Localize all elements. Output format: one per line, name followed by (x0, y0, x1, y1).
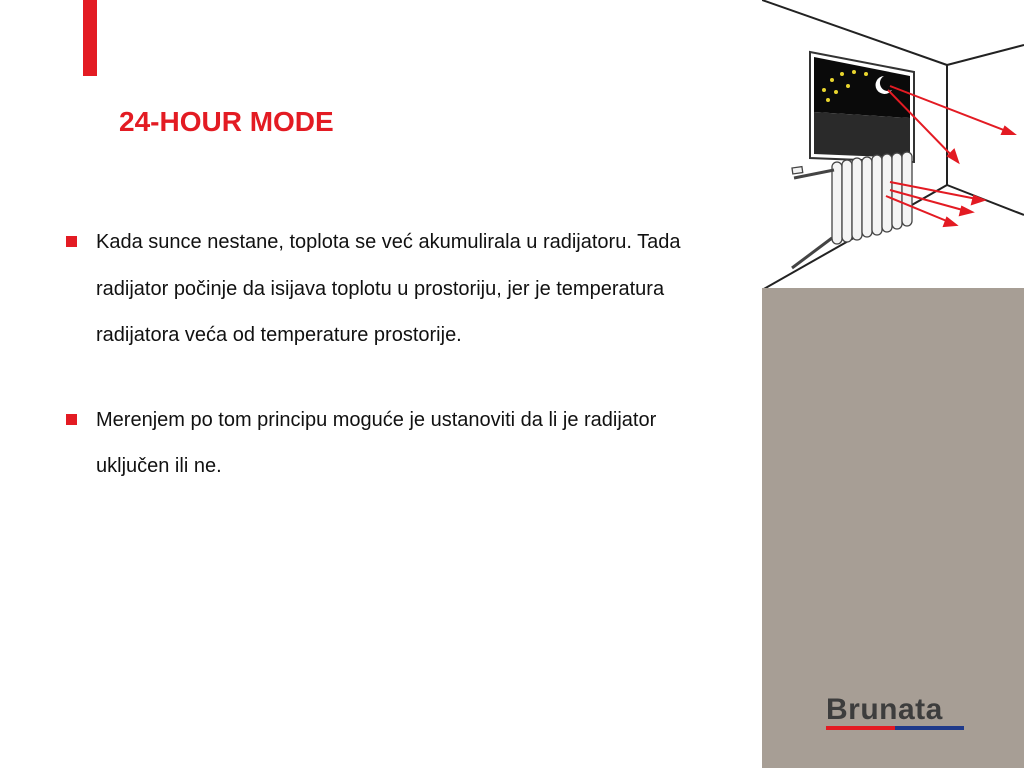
night-window (810, 52, 914, 162)
logo-blue-stripe (895, 726, 964, 730)
ceiling-right-line (947, 45, 1024, 65)
bullet-item (64, 219, 724, 359)
brunata-logo (826, 694, 964, 734)
bullet-square-icon (66, 236, 77, 247)
bullet-text: Merenjem po tom principu moguće je ustanoviti da li je radijator uključen ili ne. (96, 408, 657, 477)
radiator-night-illustration (762, 0, 1024, 290)
logo-red-stripe (826, 726, 895, 730)
bullet-text: Kada sunce nestane, toplota se već akumulirala u radijatoru. Tada radijator počinje da isijava toplotu u prostoriju, jer je temperatura radijatora veća od temperature prostorije. (96, 231, 681, 346)
bullet-square-icon (66, 414, 77, 425)
bullet-item (64, 397, 724, 490)
ceiling-line (762, 0, 947, 65)
logo-stripes (826, 726, 964, 730)
slide-title: 24-HOUR MODE (119, 106, 334, 137)
logo-text: Brunata (826, 693, 943, 726)
bullet-list (64, 219, 724, 490)
radiator (792, 152, 912, 268)
accent-bar (83, 0, 97, 76)
